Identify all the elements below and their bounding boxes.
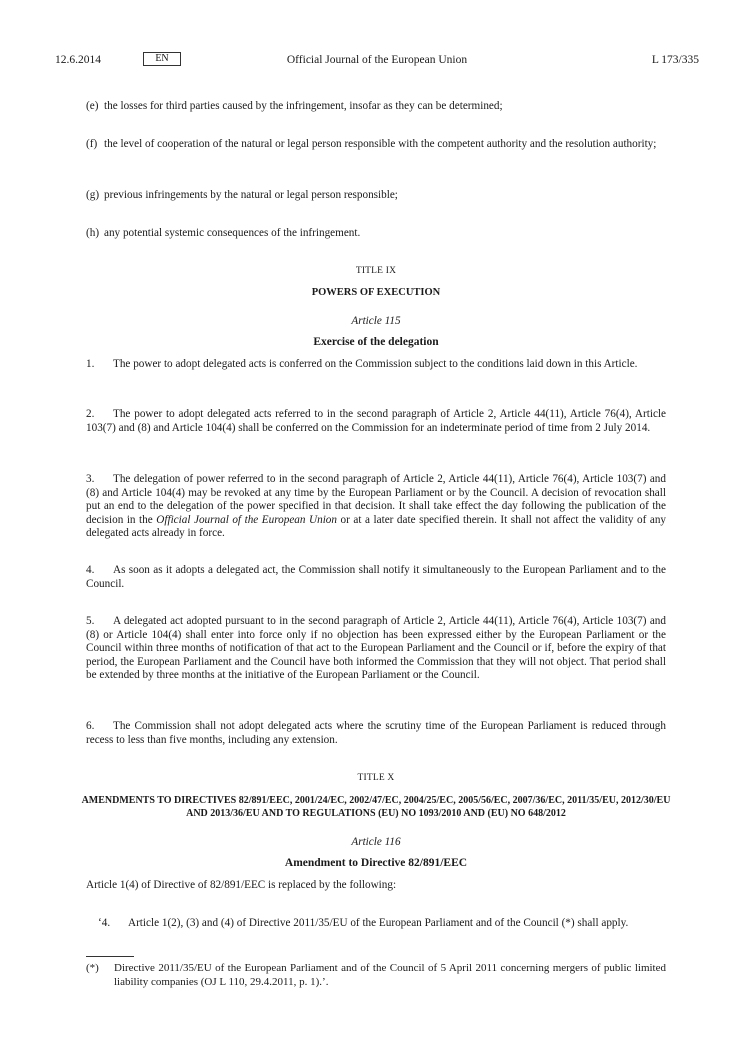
paragraph-text: The power to adopt delegated acts referred to in the second paragraph of Article 2, Article 44(11), Article 76(4), Article 103(7) and (8) and Article 104(4) shall be conferred on the Commission for an indeterminate period of time from 2 July 2014. <box>86 408 666 434</box>
amendment-quote <box>98 917 666 931</box>
title-x-label: TITLE X <box>357 773 395 783</box>
language-badge: EN <box>143 52 181 66</box>
article-115-number: Article 115 <box>351 315 401 327</box>
article-116-title: Amendment to Directive 82/891/EEC <box>284 857 468 869</box>
list-item-label: (f) <box>86 138 98 150</box>
article-115-title: Exercise of the delegation <box>313 336 439 348</box>
paragraph-number: 5. <box>86 615 95 627</box>
paragraph-text: The Commission shall not adopt delegated acts where the scrutiny time of the European Parliament is reduced through recess to less than five months, including any extension. <box>86 720 666 746</box>
list-item-label: (h) <box>86 227 100 239</box>
paragraph-text: The power to adopt delegated acts is conferred on the Commission subject to the conditions laid down in this Article. <box>113 358 638 370</box>
list-item-label: (e) <box>86 100 99 112</box>
article-paragraph <box>86 615 666 683</box>
paragraph-number: 1. <box>86 358 95 370</box>
list-item-label: (g) <box>86 189 100 201</box>
paragraph-text: or at a later date specified therein. It shall not affect the validity of any delegated acts already in force. <box>86 513 667 540</box>
article-paragraph <box>86 408 666 435</box>
article-paragraph <box>86 473 666 541</box>
paragraph-text: A delegated act adopted pursuant to in the second paragraph of Article 2, Article 44(11), Article 76(4), Article 103(7) and (8) or Article 104(4) shall enter into force only if no objection has been expressed either by the European Parliament or the Council within three months of notification of that act to the European Parliament and the Council or if, before the expiry of that period, the European Parliament and the Council have both informed the Commission that they will not object. That period shall be extended by three months at the initiative of the European Parliament or the Council. <box>86 615 666 682</box>
footnote <box>86 962 666 989</box>
paragraph-text: The delegation of power referred to in the second paragraph of Article 2, Article 44(11), Article 76(4), Article 103(7) and (8) and Article 104(4) may be revoked at any time by the European Parliament or by the Council. A decision of revocation shall put an end to the delegation of the power specified in that decision. It shall take effect the day following the publication of the decision in the <box>86 473 666 526</box>
article-paragraph <box>86 564 666 591</box>
list-item-text: previous infringements by the natural or legal person responsible; <box>104 189 398 201</box>
journal-reference: Official Journal of the European Union <box>156 513 337 526</box>
list-item-text: any potential systemic consequences of the infringement. <box>104 227 361 239</box>
list-item <box>86 100 666 114</box>
paragraph-number: 6. <box>86 720 95 732</box>
page-reference: L 173/335 <box>651 54 699 66</box>
title-x-heading: AMENDMENTS TO DIRECTIVES 82/891/EEC, 2001/24/EC, 2002/47/EC, 2004/25/EC, 2005/56/EC, 2007/36/EC, 2011/35/EU, 2012/30/EU AND 2013/36/EU AND TO REGULATIONS (EU) NO 1093/2010 AND (EU) NO 648/2012 <box>81 795 671 820</box>
list-item <box>86 227 666 241</box>
article-116-number: Article 116 <box>351 836 401 848</box>
title-ix-label: TITLE IX <box>355 266 397 276</box>
paragraph-number: 4. <box>86 564 95 576</box>
quote-text: Article 1(2), (3) and (4) of Directive 2011/35/EU of the European Parliament and of the Council (*) shall apply. <box>128 917 629 929</box>
list-item <box>86 138 666 152</box>
article-116-intro: Article 1(4) of Directive of 82/891/EEC is replaced by the following: <box>86 879 397 891</box>
list-item <box>86 189 666 203</box>
list-item-text: the level of cooperation of the natural or legal person responsible with the competent authority and the resolution authority; <box>104 138 657 150</box>
journal-title: Official Journal of the European Union <box>286 54 468 66</box>
article-paragraph <box>86 358 666 372</box>
publication-date: 12.6.2014 <box>55 54 101 66</box>
page-header <box>55 54 699 70</box>
list-item-text: the losses for third parties caused by the infringement, insofar as they can be determined; <box>104 100 503 112</box>
title-ix-heading: POWERS OF EXECUTION <box>311 287 441 298</box>
quote-number: ‘4. <box>98 917 111 929</box>
paragraph-number: 2. <box>86 408 95 420</box>
paragraph-number: 3. <box>86 473 95 485</box>
footnote-label: (*) <box>86 962 99 974</box>
article-paragraph <box>86 720 666 747</box>
paragraph-text: As soon as it adopts a delegated act, the Commission shall notify it simultaneously to the European Parliament and to the Council. <box>86 564 666 590</box>
footnote-divider <box>86 956 134 957</box>
footnote-text: Directive 2011/35/EU of the European Parliament and of the Council of 5 April 2011 concerning mergers of public limited liability companies (OJ L 110, 29.4.2011, p. 1).’. <box>114 962 666 988</box>
